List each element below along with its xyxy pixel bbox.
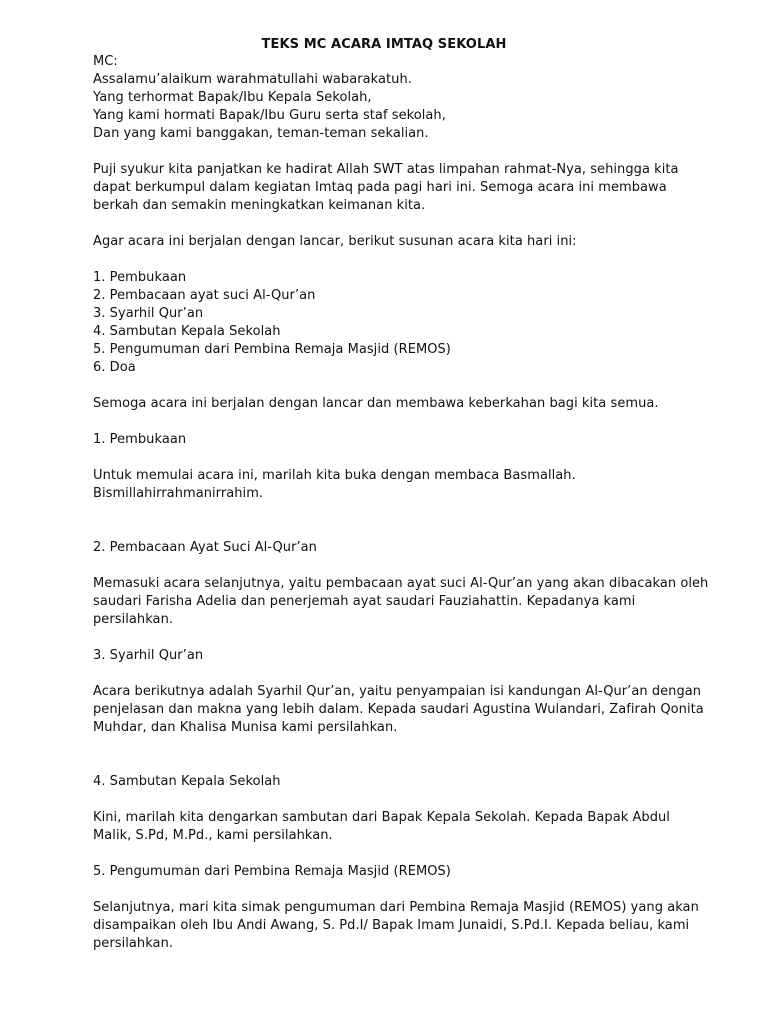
mc-label: MC: [93, 54, 118, 69]
section-heading: 3. Syarhil Qur’an [93, 648, 204, 663]
section-heading: 2. Pembacaan Ayat Suci Al-Qur’an [93, 540, 317, 555]
section-text: Memasuki acara selanjutnya, yaitu pembacaan ayat suci Al-Qur’an yang akan dibacakan oleh [93, 576, 709, 591]
agenda-intro: Agar acara ini berjalan dengan lancar, berikut susunan acara kita hari ini: [93, 234, 577, 249]
paragraph-gap [93, 521, 703, 539]
section-text: Acara berikutnya adalah Syarhil Qur’an, yaitu penyampaian isi kandungan Al-Qur’an dengan [93, 684, 702, 699]
paragraph-gap [93, 881, 703, 899]
paragraph-gap [93, 449, 703, 467]
paragraph-gap [93, 791, 703, 809]
paragraph-gap [93, 665, 703, 683]
paragraph-gap [93, 377, 703, 395]
intro-line: dapat berkumpul dalam kegiatan Imtaq pada pagi hari ini. Semoga acara ini membawa [93, 180, 667, 195]
greeting-line: Assalamu’alaikum warahmatullahi wabarakatuh. [93, 72, 412, 87]
section-heading: 5. Pengumuman dari Pembina Remaja Masjid (REMOS) [93, 864, 451, 879]
section-text: disampaikan oleh Ibu Andi Awang, S. Pd.I/ Bapak Imam Junaidi, S.Pd.I. Kepada beliau, kami [93, 918, 690, 933]
document-title: TEKS MC ACARA IMTAQ SEKOLAH [261, 37, 507, 52]
paragraph-gap [93, 143, 703, 161]
paragraph-gap [93, 629, 703, 647]
paragraph-gap [93, 251, 703, 269]
section-text: Selanjutnya, mari kita simak pengumuman dari Pembina Remaja Masjid (REMOS) yang akan [93, 900, 699, 915]
paragraph-gap [93, 557, 703, 575]
agenda-item: 5. Pengumuman dari Pembina Remaja Masjid (REMOS) [93, 342, 451, 357]
section-heading: 4. Sambutan Kepala Sekolah [93, 774, 281, 789]
section-text: persilahkan. [93, 612, 174, 627]
intro-line: Puji syukur kita panjatkan ke hadirat Allah SWT atas limpahan rahmat-Nya, sehingga kita [93, 162, 679, 177]
section-text: penjelasan dan makna yang lebih dalam. Kepada saudari Agustina Wulandari, Zafirah Qonita [93, 702, 704, 717]
agenda-item: 4. Sambutan Kepala Sekolah [93, 324, 281, 339]
paragraph-gap [93, 215, 703, 233]
paragraph-gap [93, 755, 703, 773]
section-heading: 1. Pembukaan [93, 432, 187, 447]
salutation-line: Yang kami hormati Bapak/Ibu Guru serta staf sekolah, [93, 108, 446, 123]
document-body [93, 53, 709, 953]
paragraph-gap [93, 503, 703, 521]
salutation-line: Yang terhormat Bapak/Ibu Kepala Sekolah, [93, 90, 372, 105]
agenda-item: 3. Syarhil Qur’an [93, 306, 204, 321]
section-text: persilahkan. [93, 936, 174, 951]
section-text: Muhdar, dan Khalisa Munisa kami persilahkan. [93, 720, 398, 735]
section-text: Untuk memulai acara ini, marilah kita buka dengan membaca Basmallah. [93, 468, 576, 483]
paragraph-gap [93, 737, 703, 755]
paragraph-gap [93, 845, 703, 863]
section-text: Kini, marilah kita dengarkan sambutan dari Bapak Kepala Sekolah. Kepada Bapak Abdul [93, 810, 670, 825]
agenda-item: 6. Doa [93, 360, 136, 375]
agenda-item: 1. Pembukaan [93, 270, 187, 285]
intro-line: berkah dan semakin meningkatkan keimanan kita. [93, 198, 426, 213]
agenda-item: 2. Pembacaan ayat suci Al-Qur’an [93, 288, 316, 303]
closing-wish: Semoga acara ini berjalan dengan lancar dan membawa keberkahan bagi kita semua. [93, 396, 659, 411]
section-text: saudari Farisha Adelia dan penerjemah ayat saudari Fauziahattin. Kepadanya kami [93, 594, 636, 609]
salutation-line: Dan yang kami banggakan, teman-teman sekalian. [93, 126, 429, 141]
section-text: Malik, S.Pd, M.Pd., kami persilahkan. [93, 828, 333, 843]
paragraph-gap [93, 413, 703, 431]
section-text: Bismillahirrahmanirrahim. [93, 486, 264, 501]
